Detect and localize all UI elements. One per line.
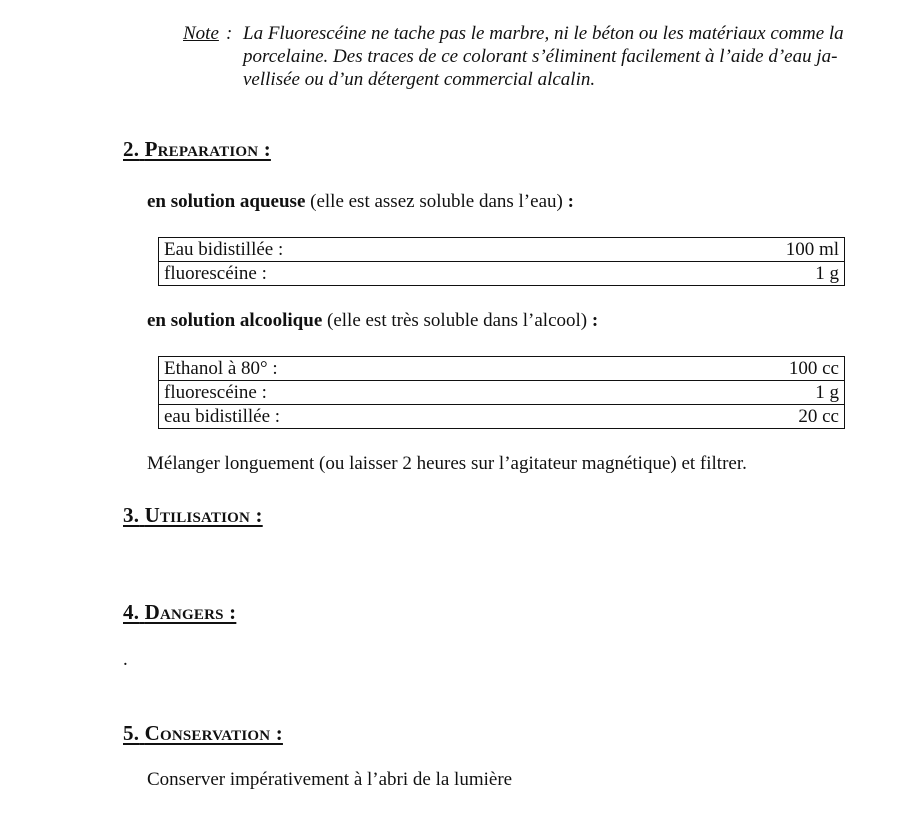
table-row	[159, 357, 845, 381]
note-colon: :	[226, 23, 233, 44]
section-title: Conservation :	[144, 721, 283, 745]
amount-cell: 1 g	[622, 381, 844, 405]
note-line-2: porcelaine. Des traces de ce colorant s’éliminent facilement à l’aide d’eau ja-	[243, 46, 838, 67]
alcoholic-colon: :	[591, 310, 599, 331]
section-number: 3.	[123, 503, 140, 527]
ingredient-cell: Ethanol à 80° :	[159, 357, 623, 381]
note-line-3: vellisée ou d’un détergent commercial alcalin.	[243, 69, 596, 90]
table-row	[159, 262, 845, 286]
ingredient-cell: fluorescéine :	[159, 381, 623, 405]
ingredient-cell: fluorescéine :	[159, 262, 619, 286]
conservation-text: Conserver impérativement à l’abri de la lumière	[147, 769, 513, 790]
dangers-text: .	[123, 649, 128, 670]
alcoholic-subheading	[147, 309, 598, 333]
section-heading-conservation	[123, 721, 283, 745]
section-number: 5.	[123, 721, 140, 745]
note-label: Note	[183, 23, 219, 44]
section-heading-utilisation	[123, 503, 263, 527]
table-row	[159, 381, 845, 405]
alcoholic-recipe-table	[158, 356, 845, 429]
section-number: 2.	[123, 137, 140, 161]
aqueous-subheading	[147, 190, 574, 214]
aqueous-label: en solution aqueuse	[147, 191, 306, 212]
section-title: Dangers :	[144, 600, 237, 624]
note-line-1: La Fluorescéine ne tache pas le marbre, ni le béton ou les matériaux comme la	[243, 23, 844, 44]
amount-cell: 1 g	[618, 262, 844, 286]
section-heading-preparation	[123, 137, 271, 161]
section-heading-dangers	[123, 600, 236, 624]
aqueous-colon: :	[567, 191, 574, 212]
aqueous-recipe-table	[158, 237, 845, 286]
table-row	[159, 405, 845, 429]
section-title: Preparation :	[144, 137, 271, 161]
ingredient-cell: eau bidistillée :	[159, 405, 623, 429]
section-title: Utilisation :	[144, 503, 263, 527]
section-number: 4.	[123, 600, 140, 624]
ingredient-cell: Eau bidistillée :	[159, 238, 619, 262]
amount-cell: 20 cc	[622, 405, 844, 429]
aqueous-detail: (elle est assez soluble dans l’eau)	[305, 191, 568, 212]
alcoholic-label: en solution alcoolique	[147, 310, 323, 331]
amount-cell: 100 ml	[618, 238, 844, 262]
mixing-instruction: Mélanger longuement (ou laisser 2 heures sur l’agitateur magnétique) et filtrer.	[147, 453, 747, 474]
table-row	[159, 238, 845, 262]
alcoholic-detail: (elle est très soluble dans l’alcool)	[322, 310, 592, 331]
amount-cell: 100 cc	[622, 357, 844, 381]
